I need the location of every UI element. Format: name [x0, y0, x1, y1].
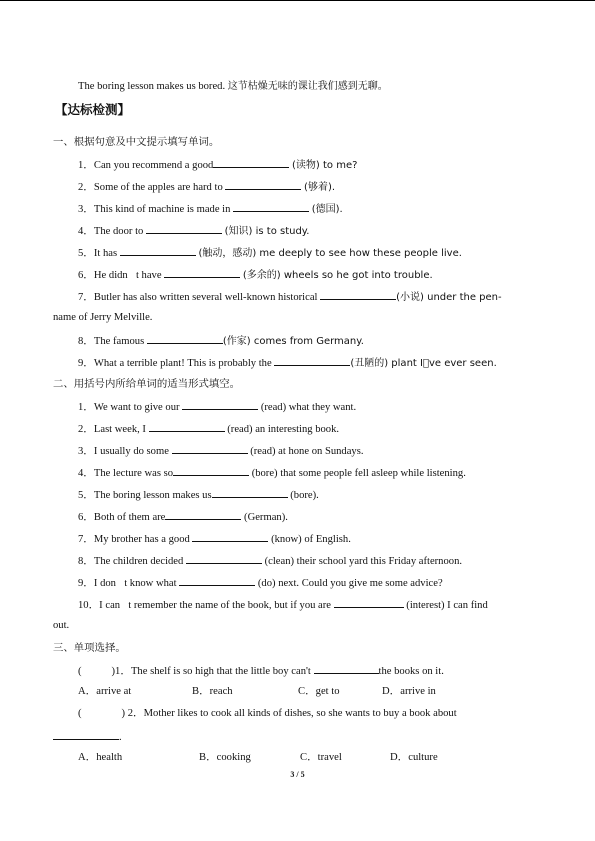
s1-q5: 5．It has (触动，感动) me deeply to see how these people live. [78, 245, 462, 261]
s2-q10-cont: out. [53, 620, 70, 631]
s1-q2: 2．Some of the apples are hard to (够着). [78, 179, 335, 195]
s2-q6: 6．Both of them are (German). [78, 509, 288, 525]
s3-q2-option-b[interactable]: B．cooking [199, 752, 251, 763]
s2-q9: 9．I don t know what (do) next. Could you give me some advice? [78, 575, 443, 591]
s2-q8: 8．The children decided (clean) their school yard this Friday afternoon. [78, 553, 462, 569]
answer-blank[interactable] [233, 201, 309, 212]
page-number: 3 / 5 [290, 770, 305, 779]
s3-q1-option-b[interactable]: B．reach [192, 686, 233, 697]
answer-blank[interactable] [320, 289, 396, 300]
s1-q7: 7．Butler has also written several well-known historical (小说) under the pen- [78, 289, 502, 305]
s3-q1: ( )1．The shelf is so high that the little boy can't the books on it. [78, 663, 444, 679]
section-1-title: 一、根据句意及中文提示填写单词。 [53, 136, 220, 148]
section-heading: 【达标检测】 [55, 102, 131, 117]
answer-blank[interactable] [213, 157, 289, 168]
s1-q9: 9．What a terrible plant! This is probably the (丑陋的) plant I ve ever seen. [78, 355, 497, 371]
s1-q4: 4．The door to (知识) is to study. [78, 223, 309, 239]
s2-q1: 1．We want to give our (read) what they want. [78, 399, 356, 415]
answer-blank[interactable] [186, 553, 262, 564]
answer-blank[interactable] [173, 465, 249, 476]
s3-q2-cont: . [53, 729, 122, 745]
answer-blank[interactable] [165, 509, 241, 520]
header-rule [0, 0, 595, 1]
s2-q2: 2．Last week, I (read) an interesting book. [78, 421, 339, 437]
s1-q1: 1．Can you recommend a good (读物) to me? [78, 157, 357, 173]
answer-blank[interactable] [164, 267, 240, 278]
s2-q5: 5．The boring lesson makes us (bore). [78, 487, 319, 503]
s3-q1-option-c[interactable]: C．get to [298, 686, 340, 697]
s3-q2-option-a[interactable]: A．health [78, 752, 123, 763]
answer-blank[interactable] [179, 575, 255, 586]
section-2-title: 二、用括号内所给单词的适当形式填空。 [53, 378, 241, 390]
answer-blank[interactable] [149, 421, 225, 432]
answer-blank[interactable] [274, 355, 350, 366]
answer-blank[interactable] [225, 179, 301, 190]
s1-q8: 8．The famous (作家) comes from Germany. [78, 333, 364, 349]
answer-blank[interactable] [172, 443, 248, 454]
s1-q3: 3．This kind of machine is made in (德国). [78, 201, 343, 217]
example-sentence: The boring lesson makes us bored. 这节枯燥无味的课让我们感到无聊。 [78, 81, 388, 92]
s2-q3: 3．I usually do some (read) at hone on Sundays. [78, 443, 364, 459]
answer-blank[interactable] [314, 663, 379, 674]
s3-q1-option-a[interactable]: A．arrive at [78, 686, 132, 697]
s2-q4: 4．The lecture was so (bore) that some people fell asleep while listening. [78, 465, 466, 481]
answer-blank[interactable] [182, 399, 258, 410]
answer-blank[interactable] [212, 487, 288, 498]
s1-q6: 6．He didn t have (多余的) wheels so he got into trouble. [78, 267, 433, 283]
s3-q2-option-c[interactable]: C．travel [300, 752, 342, 763]
answer-blank[interactable] [53, 729, 119, 740]
s3-q2-option-d[interactable]: D．culture [390, 752, 438, 763]
section-3-title: 三、单项选择。 [53, 642, 126, 654]
answer-blank[interactable] [147, 333, 223, 344]
s2-q10: 10．I can t remember the name of the book, but if you are (interest) I can find [78, 597, 488, 613]
s2-q7: 7．My brother has a good (know) of English. [78, 531, 351, 547]
answer-blank[interactable] [146, 223, 222, 234]
answer-blank[interactable] [334, 597, 404, 608]
answer-blank[interactable] [120, 245, 196, 256]
s3-q2: ( ) 2．Mother likes to cook all kinds of dishes, so she wants to buy a book about [78, 708, 457, 719]
s1-q7-cont: name of Jerry Melville. [53, 312, 153, 323]
answer-blank[interactable] [192, 531, 268, 542]
s3-q1-option-d[interactable]: D．arrive in [382, 686, 436, 697]
